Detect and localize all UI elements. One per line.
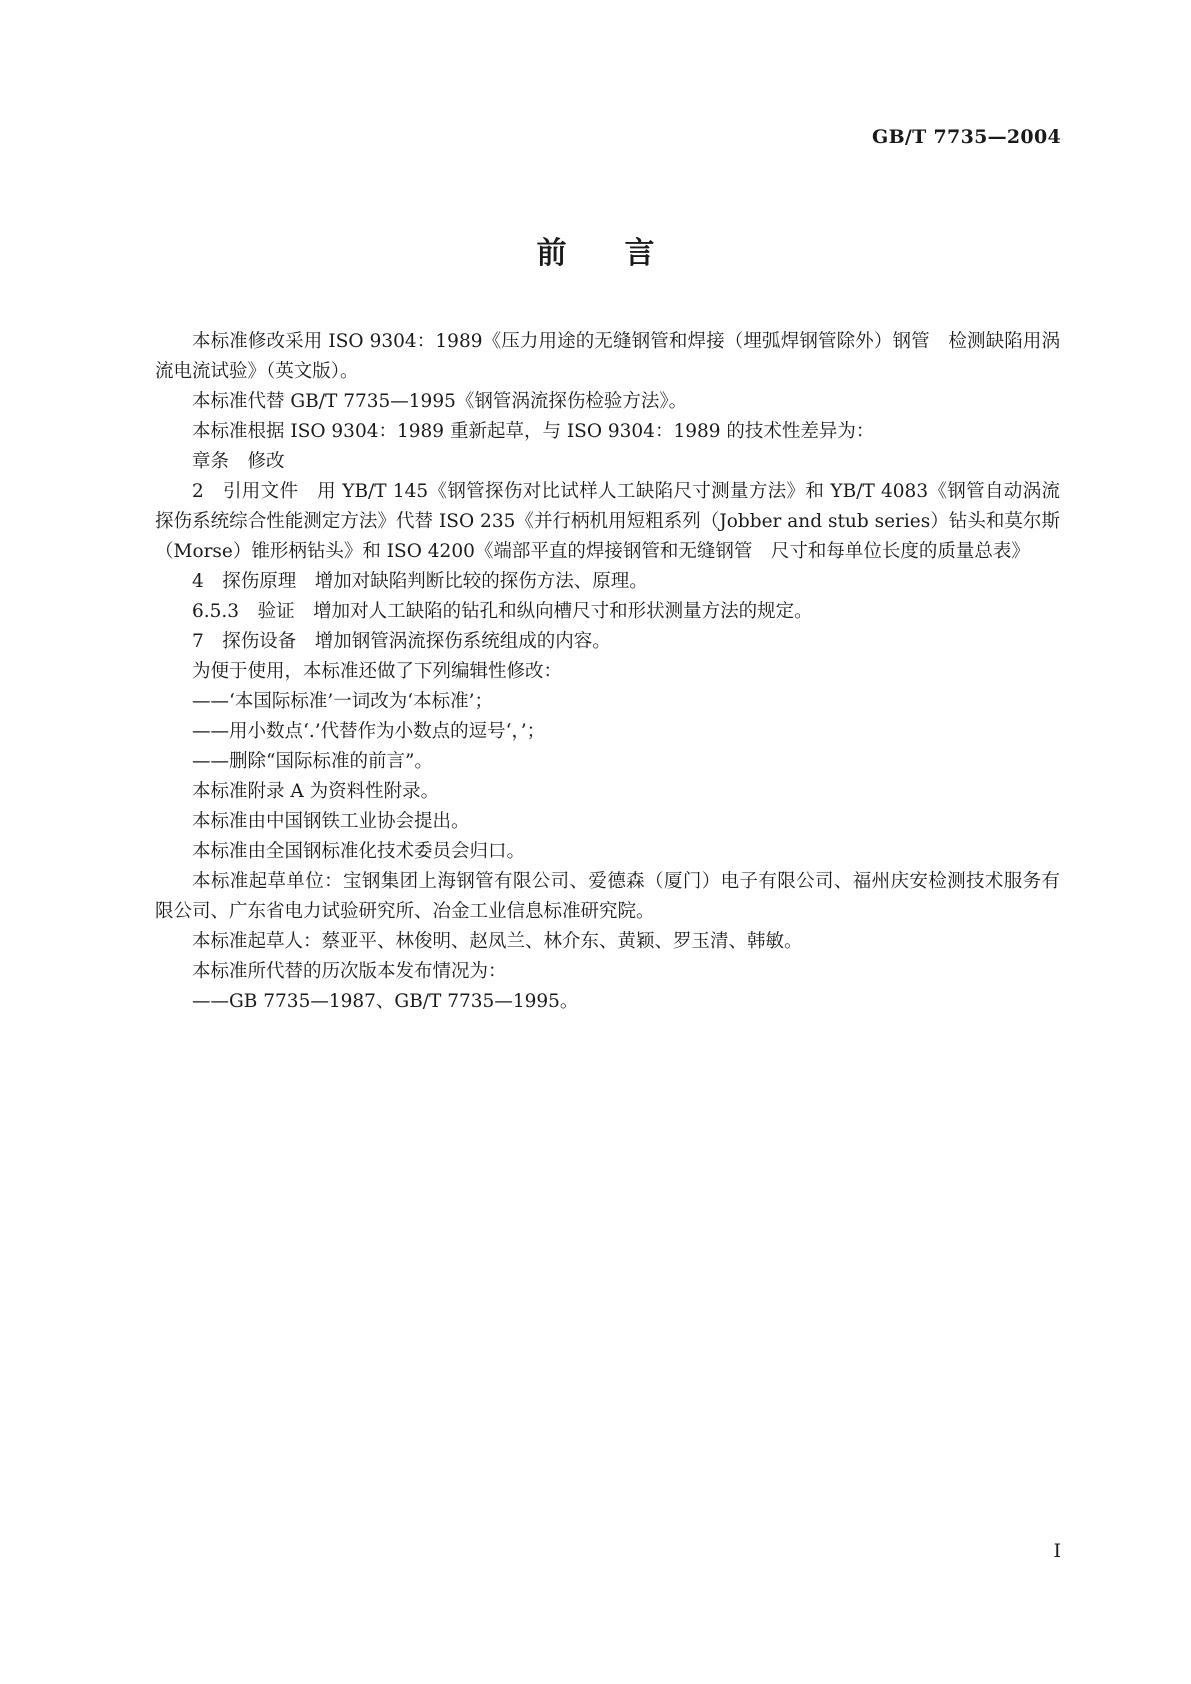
- paragraph-clause-2: 2 引用文件 用 YB/T 145《钢管探伤对比试样人工缺陷尺寸测量方法》和 YB/T 4083《钢管自动涡流探伤系统综合性能测定方法》代替 ISO 235《并行柄机用短粗系列（Jobber and stub series）钻头和莫尔斯（Morse）锥形柄钻头》和 ISO 4200《端部平直的焊接钢管和无缝钢管 尺寸和每单位长度的质量总表》: [155, 481, 1060, 562]
- paragraph-proposed-by: 本标准由中国钢铁工业协会提出。: [192, 811, 470, 832]
- paragraph-clause-6-5-3: 6.5.3 验证 增加对人工缺陷的钻孔和纵向槽尺寸和形状测量方法的规定。: [192, 601, 813, 622]
- foreword-body: [155, 327, 1060, 1017]
- list-item-previous-editions: ——GB 7735—1987、GB/T 7735—1995。: [192, 991, 579, 1012]
- list-item-editorial-2: ——用小数点‘.’代替作为小数点的逗号‘，’；: [192, 721, 546, 742]
- paragraph-adoption: 本标准修改采用 ISO 9304：1989《压力用途的无缝钢管和焊接（埋弧焊钢管除外）钢管 检测缺陷用涡流电流试验》（英文版）。: [155, 331, 1060, 382]
- list-item-editorial-3: ——删除“国际标准的前言”。: [192, 751, 433, 772]
- paragraph-editorial-changes: 为便于使用，本标准还做了下列编辑性修改：: [192, 661, 563, 682]
- paragraph-previous-editions: 本标准所代替的历次版本发布情况为：: [192, 961, 507, 982]
- paragraph-annex: 本标准附录 A 为资料性附录。: [192, 781, 440, 802]
- page-number: I: [1053, 1540, 1061, 1562]
- standard-code: GB/T 7735—2004: [872, 126, 1061, 148]
- list-item-editorial-1: ——‘本国际标准’一词改为‘本标准’；: [192, 691, 494, 712]
- paragraph-clause-7: 7 探伤设备 增加钢管涡流探伤系统组成的内容。: [192, 631, 611, 652]
- page-title: 前言: [536, 236, 713, 271]
- paragraph-technical-differences: 本标准根据 ISO 9304：1989 重新起草，与 ISO 9304：1989 的技术性差异为：: [192, 421, 875, 442]
- paragraph-clause-4: 4 探伤原理 增加对缺陷判断比较的探伤方法、原理。: [192, 571, 648, 592]
- paragraph-drafting-units: 本标准起草单位：宝钢集团上海钢管有限公司、爱德森（厦门）电子有限公司、福州庆安检测技术服务有限公司、广东省电力试验研究所、冶金工业信息标准研究院。: [155, 871, 1060, 922]
- paragraph-centralized-by: 本标准由全国钢标准化技术委员会归口。: [192, 841, 526, 862]
- paragraph-clause-header: 章条 修改: [192, 451, 285, 472]
- paragraph-drafters: 本标准起草人：蔡亚平、林俊明、赵凤兰、林介东、黄颖、罗玉清、韩敏。: [192, 931, 803, 952]
- paragraph-replaces: 本标准代替 GB/T 7735—1995《钢管涡流探伤检验方法》。: [192, 391, 688, 412]
